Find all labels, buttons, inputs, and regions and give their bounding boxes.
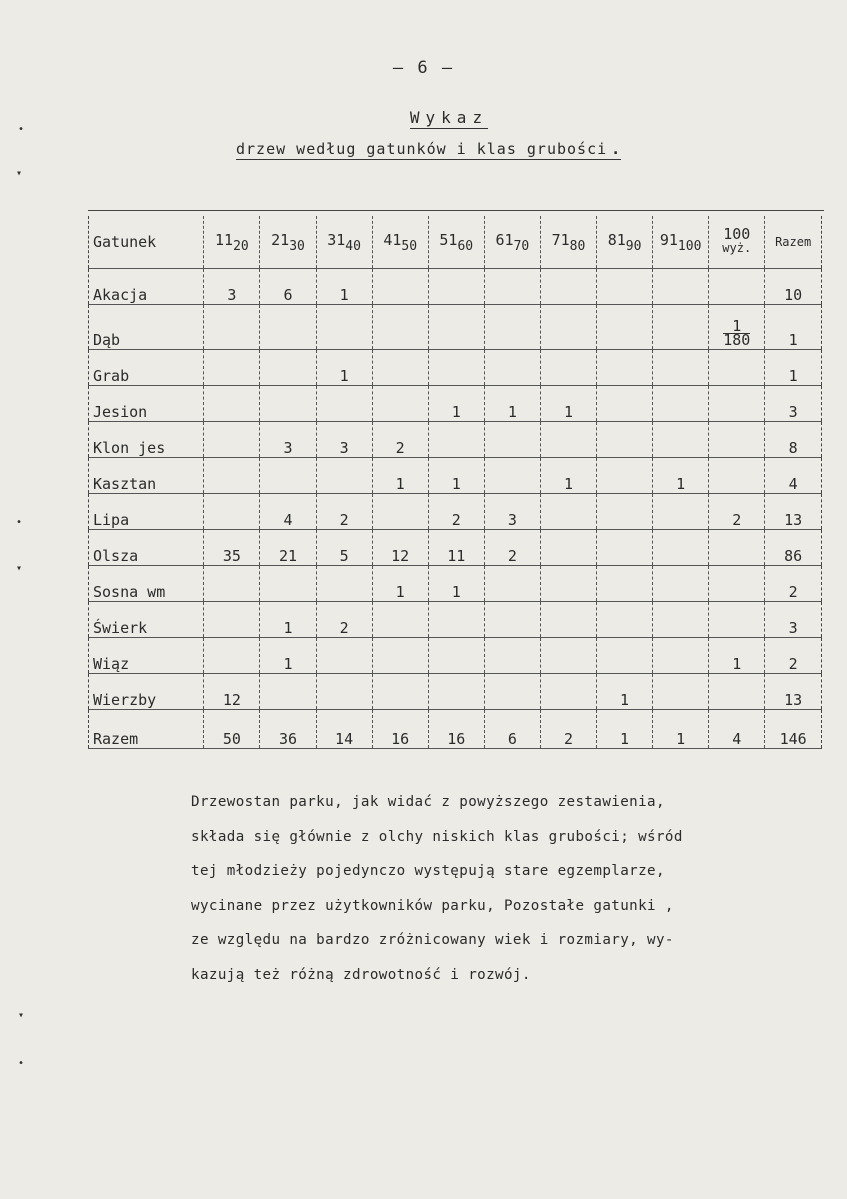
count-cell: 3: [260, 422, 316, 458]
header-class-from: 61: [495, 230, 514, 249]
header-class-from: 41: [383, 230, 402, 249]
count-cell: 2: [709, 494, 765, 530]
header-total: Razem: [765, 216, 822, 269]
margin-mark: •: [16, 517, 23, 528]
count-cell: [316, 386, 372, 422]
count-cell: 2: [316, 494, 372, 530]
table-row: [89, 602, 822, 638]
count-cell: [484, 458, 540, 494]
header-class-to: 20: [233, 238, 249, 254]
count-cell: [709, 386, 765, 422]
header-class-to: 70: [513, 238, 530, 254]
table-row: [89, 305, 822, 350]
header-class-to: 80: [569, 238, 586, 254]
table-row: [89, 386, 822, 422]
count-cell: [428, 602, 484, 638]
header-class-71-80: [540, 216, 596, 269]
body-paragraph: [191, 785, 801, 993]
paragraph-line: wycinane przez użytkowników parku, Pozostałe gatunki ,: [191, 897, 674, 914]
count-cell: [484, 566, 540, 602]
row-total: 2: [765, 638, 822, 674]
count-cell: [484, 602, 540, 638]
count-cell: 1: [372, 458, 428, 494]
table-top-rule: [88, 210, 824, 211]
margin-mark: •: [18, 124, 25, 135]
count-cell: [653, 350, 709, 386]
paragraph-line: tej młodzieży pojedynczo występują stare egzemplarze,: [191, 863, 665, 880]
row-total: 1: [765, 305, 822, 350]
species-name: Olsza: [89, 530, 204, 566]
fraction-top: 1: [732, 317, 742, 335]
count-cell: [484, 350, 540, 386]
count-cell: 12: [372, 530, 428, 566]
count-cell: 1: [597, 710, 653, 749]
header-last-bottom: wyż.: [722, 241, 752, 255]
row-total: 4: [765, 458, 822, 494]
count-cell: [597, 494, 653, 530]
count-cell: [540, 494, 596, 530]
count-cell: [653, 269, 709, 305]
count-cell: [428, 305, 484, 350]
count-cell: [316, 305, 372, 350]
count-cell: 1: [428, 458, 484, 494]
table-row: [89, 674, 822, 710]
count-cell: [316, 458, 372, 494]
paragraph-line: składa się głównie z olchy niskich klas grubości; wśród: [191, 828, 683, 845]
species-name: Wierzby: [89, 674, 204, 710]
header-class-to: 50: [401, 238, 418, 254]
species-name: Sosna wm: [89, 566, 204, 602]
count-cell: [540, 305, 596, 350]
count-cell: [204, 422, 260, 458]
table-row: [89, 710, 822, 749]
count-cell: [709, 350, 765, 386]
table-row: [89, 530, 822, 566]
count-cell: [204, 305, 260, 350]
row-total: 13: [765, 494, 822, 530]
paragraph-line: Drzewostan parku, jak widać z powyższego zestawienia,: [191, 794, 665, 810]
count-cell: [428, 674, 484, 710]
row-total: 8: [765, 422, 822, 458]
count-cell: [428, 269, 484, 305]
count-cell: 3: [204, 269, 260, 305]
count-cell: [428, 350, 484, 386]
count-cell: [653, 530, 709, 566]
page-number: — 6 —: [392, 58, 455, 78]
count-cell: 36: [260, 710, 316, 749]
count-cell: [709, 422, 765, 458]
row-total: 2: [765, 566, 822, 602]
fraction-bottom: 180: [723, 331, 751, 349]
species-name: Razem: [89, 710, 204, 749]
table-body: [89, 269, 822, 749]
count-cell: 16: [428, 710, 484, 749]
header-last-top: 100: [723, 225, 751, 243]
count-cell: 3: [316, 422, 372, 458]
species-name: Akacja: [89, 269, 204, 305]
count-cell: [540, 350, 596, 386]
count-cell: [709, 458, 765, 494]
count-cell: [260, 305, 316, 350]
count-cell: 4: [709, 710, 765, 749]
header-class-from: 31: [327, 230, 346, 249]
count-cell: 1: [653, 710, 709, 749]
header-class-from: 81: [607, 230, 626, 249]
count-cell: 1: [709, 638, 765, 674]
margin-mark: ▾: [18, 1010, 25, 1021]
count-cell: [540, 269, 596, 305]
count-cell: 35: [204, 530, 260, 566]
count-cell: [653, 305, 709, 350]
count-cell: [260, 350, 316, 386]
table-row: [89, 566, 822, 602]
count-cell: 2: [484, 530, 540, 566]
count-cell: [597, 386, 653, 422]
count-cell: 5: [316, 530, 372, 566]
count-cell: [260, 458, 316, 494]
count-cell: [428, 422, 484, 458]
species-name: Kasztan: [89, 458, 204, 494]
title-text: Wykaz: [409, 108, 489, 127]
count-cell: [204, 458, 260, 494]
header-species: Gatunek: [89, 216, 204, 269]
count-cell: [372, 494, 428, 530]
count-cell: [653, 386, 709, 422]
count-cell: [204, 494, 260, 530]
document-subtitle: [236, 140, 621, 160]
count-cell: [653, 674, 709, 710]
count-cell: [484, 422, 540, 458]
count-cell: [316, 566, 372, 602]
row-total: 1: [765, 350, 822, 386]
count-cell: [204, 350, 260, 386]
header-class-from: 71: [551, 230, 570, 249]
count-cell: [597, 602, 653, 638]
header-class-from: 91: [659, 230, 678, 249]
header-class-11-20: [204, 216, 260, 269]
count-cell: [709, 305, 765, 350]
header-class-31-40: [316, 216, 372, 269]
row-total: 86: [765, 530, 822, 566]
row-total: 10: [765, 269, 822, 305]
header-class-61-70: [484, 216, 540, 269]
count-cell: 1: [540, 458, 596, 494]
header-class-to: 90: [625, 238, 642, 254]
count-cell: [484, 674, 540, 710]
count-cell: 6: [484, 710, 540, 749]
header-class-21-30: [260, 216, 316, 269]
margin-mark: ▾: [16, 168, 23, 179]
count-cell: 2: [372, 422, 428, 458]
count-cell: 1: [540, 386, 596, 422]
species-thickness-table: [88, 216, 822, 749]
count-cell: [653, 602, 709, 638]
count-cell: [316, 638, 372, 674]
count-cell: [653, 494, 709, 530]
count-cell: [597, 458, 653, 494]
count-cell: [597, 350, 653, 386]
count-cell: [597, 422, 653, 458]
subtitle-dot: .: [611, 140, 622, 158]
count-cell: 1: [260, 638, 316, 674]
count-cell: [372, 386, 428, 422]
count-cell: 1: [260, 602, 316, 638]
count-cell: 1: [428, 566, 484, 602]
count-cell: 1: [428, 386, 484, 422]
header-class-51-60: [428, 216, 484, 269]
table-row: [89, 494, 822, 530]
species-name: Grab: [89, 350, 204, 386]
count-cell: [709, 530, 765, 566]
table-row: [89, 350, 822, 386]
count-cell: [260, 386, 316, 422]
count-cell: [597, 530, 653, 566]
header-class-to: 100: [677, 238, 702, 254]
paragraph-line: kazują też różną zdrowotność i rozwój.: [191, 966, 531, 983]
count-cell: 14: [316, 710, 372, 749]
count-cell: 1: [316, 350, 372, 386]
header-class-from: 21: [271, 230, 290, 249]
count-cell: [260, 566, 316, 602]
count-cell: 2: [428, 494, 484, 530]
count-cell: [540, 422, 596, 458]
count-cell: [597, 638, 653, 674]
table-header-row: [89, 216, 822, 269]
table-row: [89, 422, 822, 458]
count-cell: 11: [428, 530, 484, 566]
count-cell: [372, 350, 428, 386]
count-cell: 4: [260, 494, 316, 530]
count-cell: [540, 602, 596, 638]
species-name: Świerk: [89, 602, 204, 638]
margin-mark: ▾: [16, 563, 23, 574]
fraction: [723, 317, 751, 349]
count-cell: 6: [260, 269, 316, 305]
row-total: 146: [765, 710, 822, 749]
count-cell: [204, 602, 260, 638]
header-class-41-50: [372, 216, 428, 269]
table-row: [89, 269, 822, 305]
count-cell: [709, 566, 765, 602]
row-total: 3: [765, 602, 822, 638]
paragraph-line: ze względu na bardzo zróżnicowany wiek i rozmiary, wy-: [191, 932, 674, 949]
count-cell: [204, 386, 260, 422]
count-cell: [709, 602, 765, 638]
count-cell: [540, 638, 596, 674]
count-cell: [597, 269, 653, 305]
count-cell: 1: [372, 566, 428, 602]
header-class-from: 11: [215, 230, 234, 249]
species-name: Jesion: [89, 386, 204, 422]
table-row: [89, 638, 822, 674]
count-cell: [372, 305, 428, 350]
count-cell: 50: [204, 710, 260, 749]
count-cell: [372, 602, 428, 638]
header-class-91-100: [653, 216, 709, 269]
count-cell: [484, 638, 540, 674]
count-cell: 3: [484, 494, 540, 530]
count-cell: [653, 566, 709, 602]
count-cell: 16: [372, 710, 428, 749]
document-title: [0, 108, 847, 127]
count-cell: [653, 638, 709, 674]
count-cell: [653, 422, 709, 458]
header-class-81-90: [597, 216, 653, 269]
count-cell: 1: [653, 458, 709, 494]
species-name: Wiąz: [89, 638, 204, 674]
header-class-to: 30: [289, 238, 305, 254]
count-cell: [260, 674, 316, 710]
count-cell: [372, 269, 428, 305]
header-class-to: 40: [345, 238, 361, 254]
count-cell: [597, 305, 653, 350]
species-name: Dąb: [89, 305, 204, 350]
row-total: 13: [765, 674, 822, 710]
count-cell: 1: [316, 269, 372, 305]
count-cell: [372, 674, 428, 710]
count-cell: [484, 269, 540, 305]
species-name: Lipa: [89, 494, 204, 530]
count-cell: [709, 674, 765, 710]
count-cell: [709, 269, 765, 305]
count-cell: [540, 674, 596, 710]
count-cell: 2: [540, 710, 596, 749]
count-cell: [540, 530, 596, 566]
count-cell: 1: [484, 386, 540, 422]
count-cell: 2: [316, 602, 372, 638]
count-cell: [428, 638, 484, 674]
count-cell: [540, 566, 596, 602]
margin-mark: •: [18, 1058, 25, 1069]
header-class-to: 60: [457, 238, 474, 254]
count-cell: [597, 566, 653, 602]
species-name: Klon jes: [89, 422, 204, 458]
count-cell: [204, 566, 260, 602]
count-cell: [484, 305, 540, 350]
count-cell: [372, 638, 428, 674]
count-cell: [316, 674, 372, 710]
subtitle-text: drzew według gatunków i klas grubości: [236, 140, 608, 158]
row-total: 3: [765, 386, 822, 422]
count-cell: 1: [597, 674, 653, 710]
count-cell: [204, 638, 260, 674]
table-row: [89, 458, 822, 494]
header-class-from: 51: [439, 230, 458, 249]
header-class-100-up: [709, 216, 765, 269]
count-cell: 21: [260, 530, 316, 566]
count-cell: 12: [204, 674, 260, 710]
